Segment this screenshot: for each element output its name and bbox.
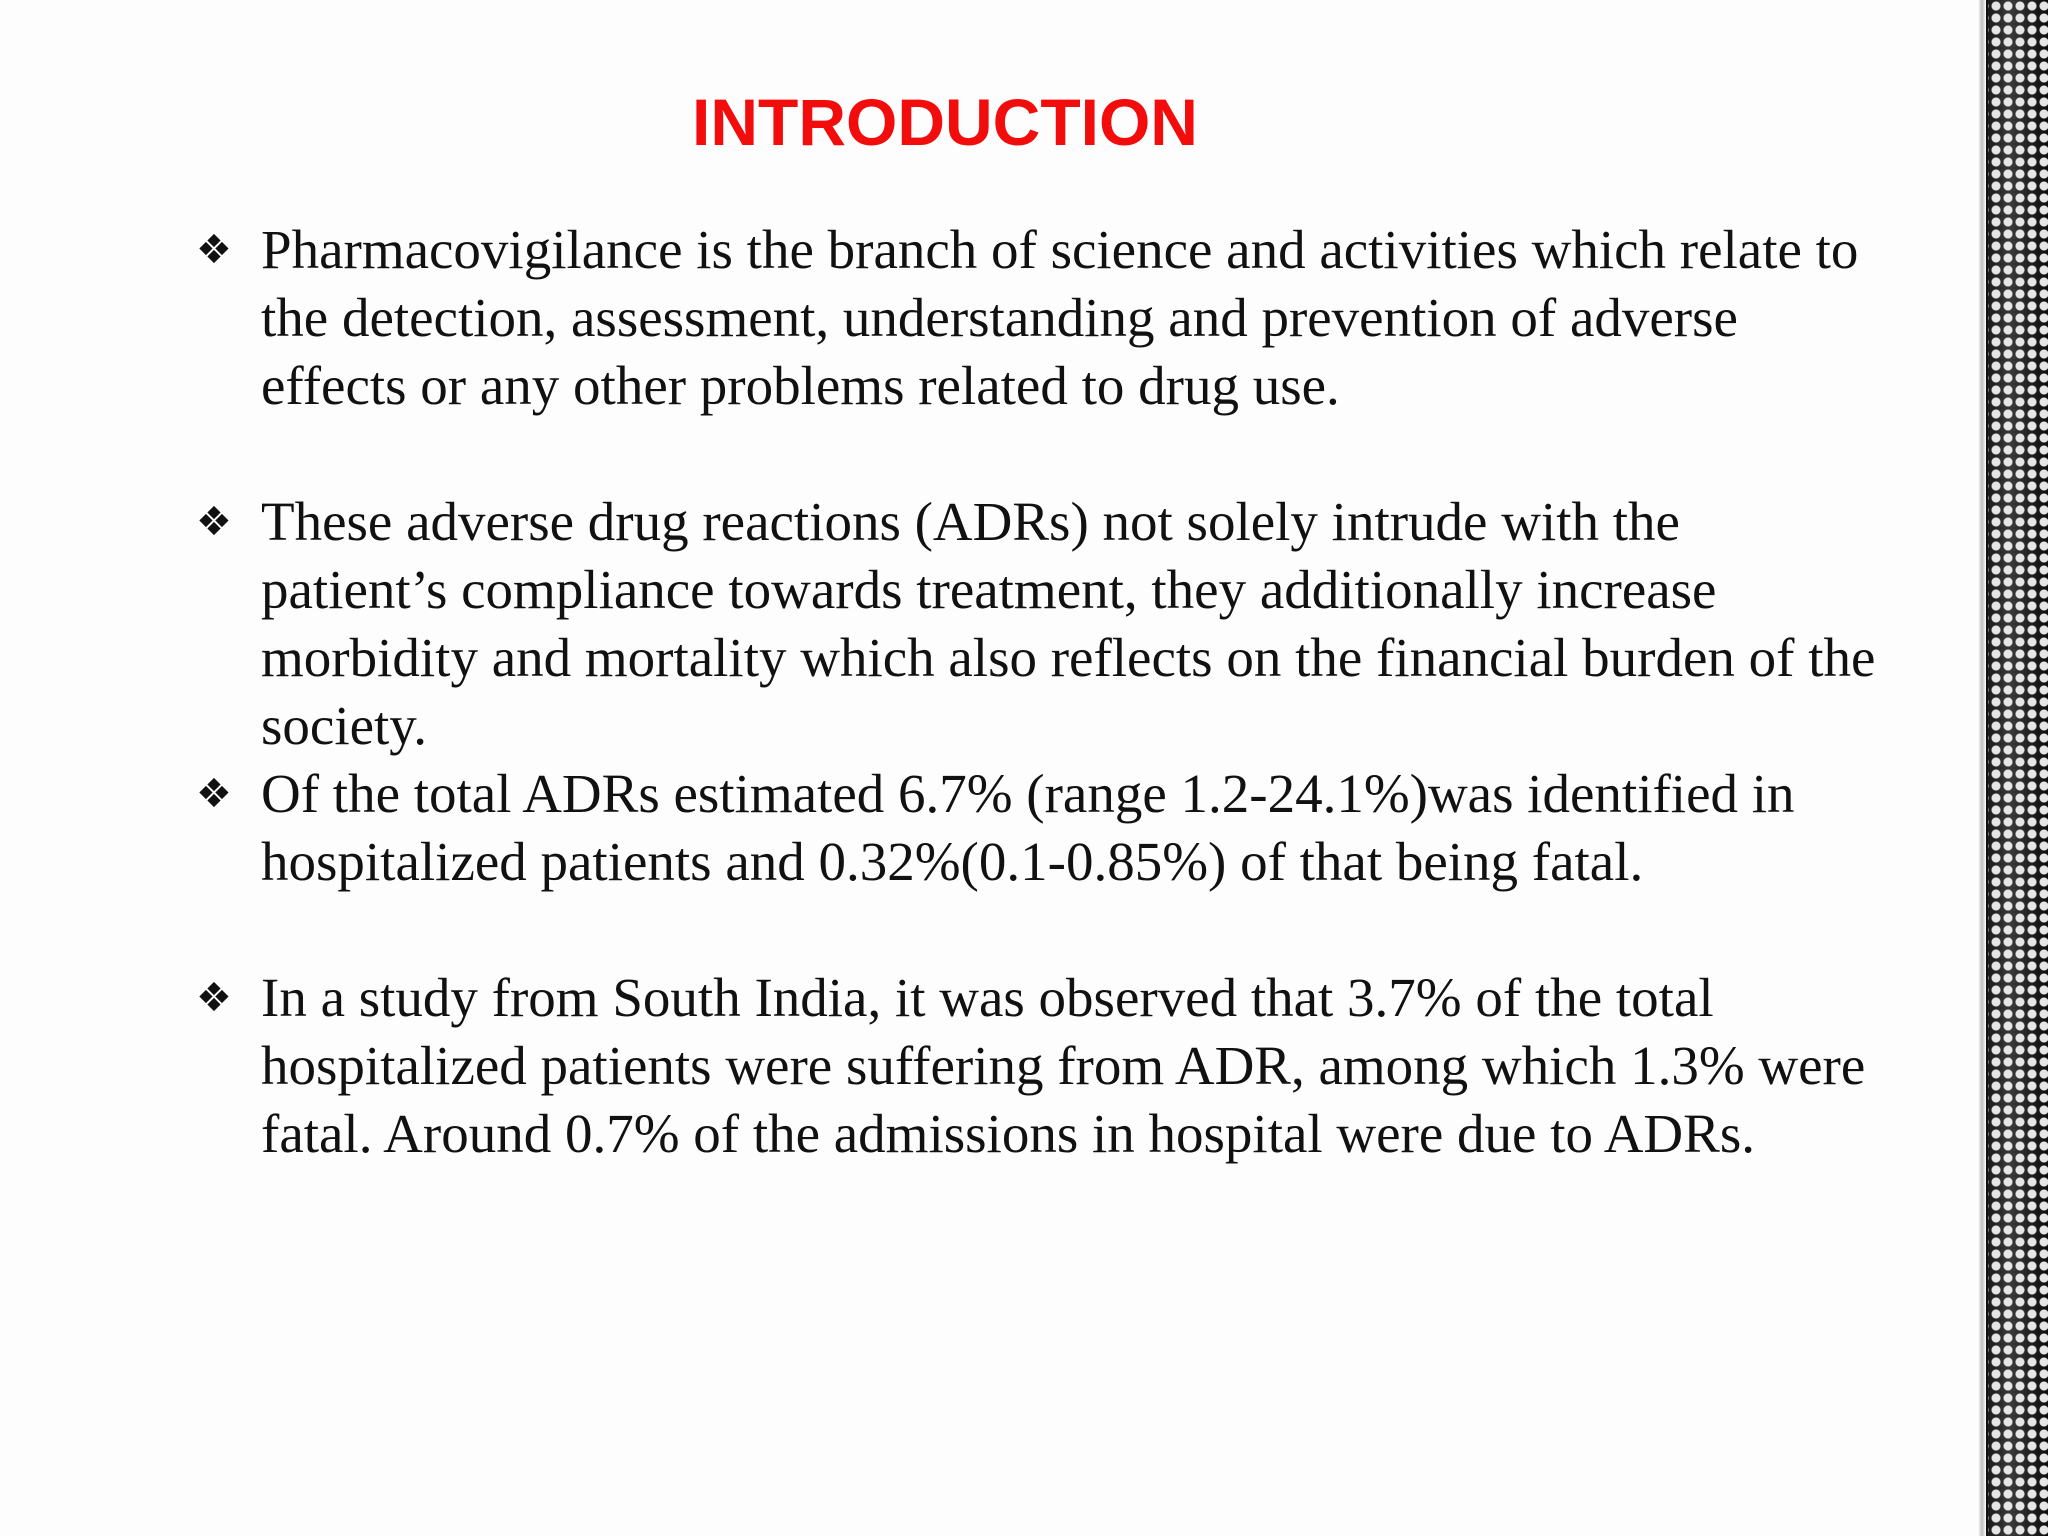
bullet-item (196, 964, 1876, 1168)
bullet-text: Of the total ADRs estimated 6.7% (range 1.2-24.1%)was identified in hospitalized patients and 0.32%(0.1-0.85%) of that being fatal. (261, 763, 1795, 892)
bullet-item (196, 488, 1876, 760)
slide-title: INTRODUCTION (692, 85, 1198, 159)
bullet-item (196, 216, 1876, 420)
four-diamond-bullet-icon: ❖ (196, 975, 232, 1021)
decorative-side-band (1978, 0, 2048, 1536)
four-diamond-bullet-icon: ❖ (196, 227, 232, 273)
bullet-text: In a study from South India, it was observed that 3.7% of the total hospitalized patients were suffering from ADR, among which 1.3% were fatal. Around 0.7% of the admissions in hospital were due to ADRs. (261, 967, 1866, 1164)
bullet-item (196, 760, 1876, 896)
four-diamond-bullet-icon: ❖ (196, 771, 232, 817)
four-diamond-bullet-icon: ❖ (196, 499, 232, 545)
bullet-text: These adverse drug reactions (ADRs) not solely intrude with the patient’s compliance towards treatment, they additionally increase morbidity and mortality which also reflects on the financial burden of the society. (261, 491, 1876, 756)
bullet-list (196, 216, 1876, 1168)
bullet-text: Pharmacovigilance is the branch of science and activities which relate to the detection, assessment, understanding and prevention of adverse effects or any other problems related to drug use. (261, 219, 1859, 416)
